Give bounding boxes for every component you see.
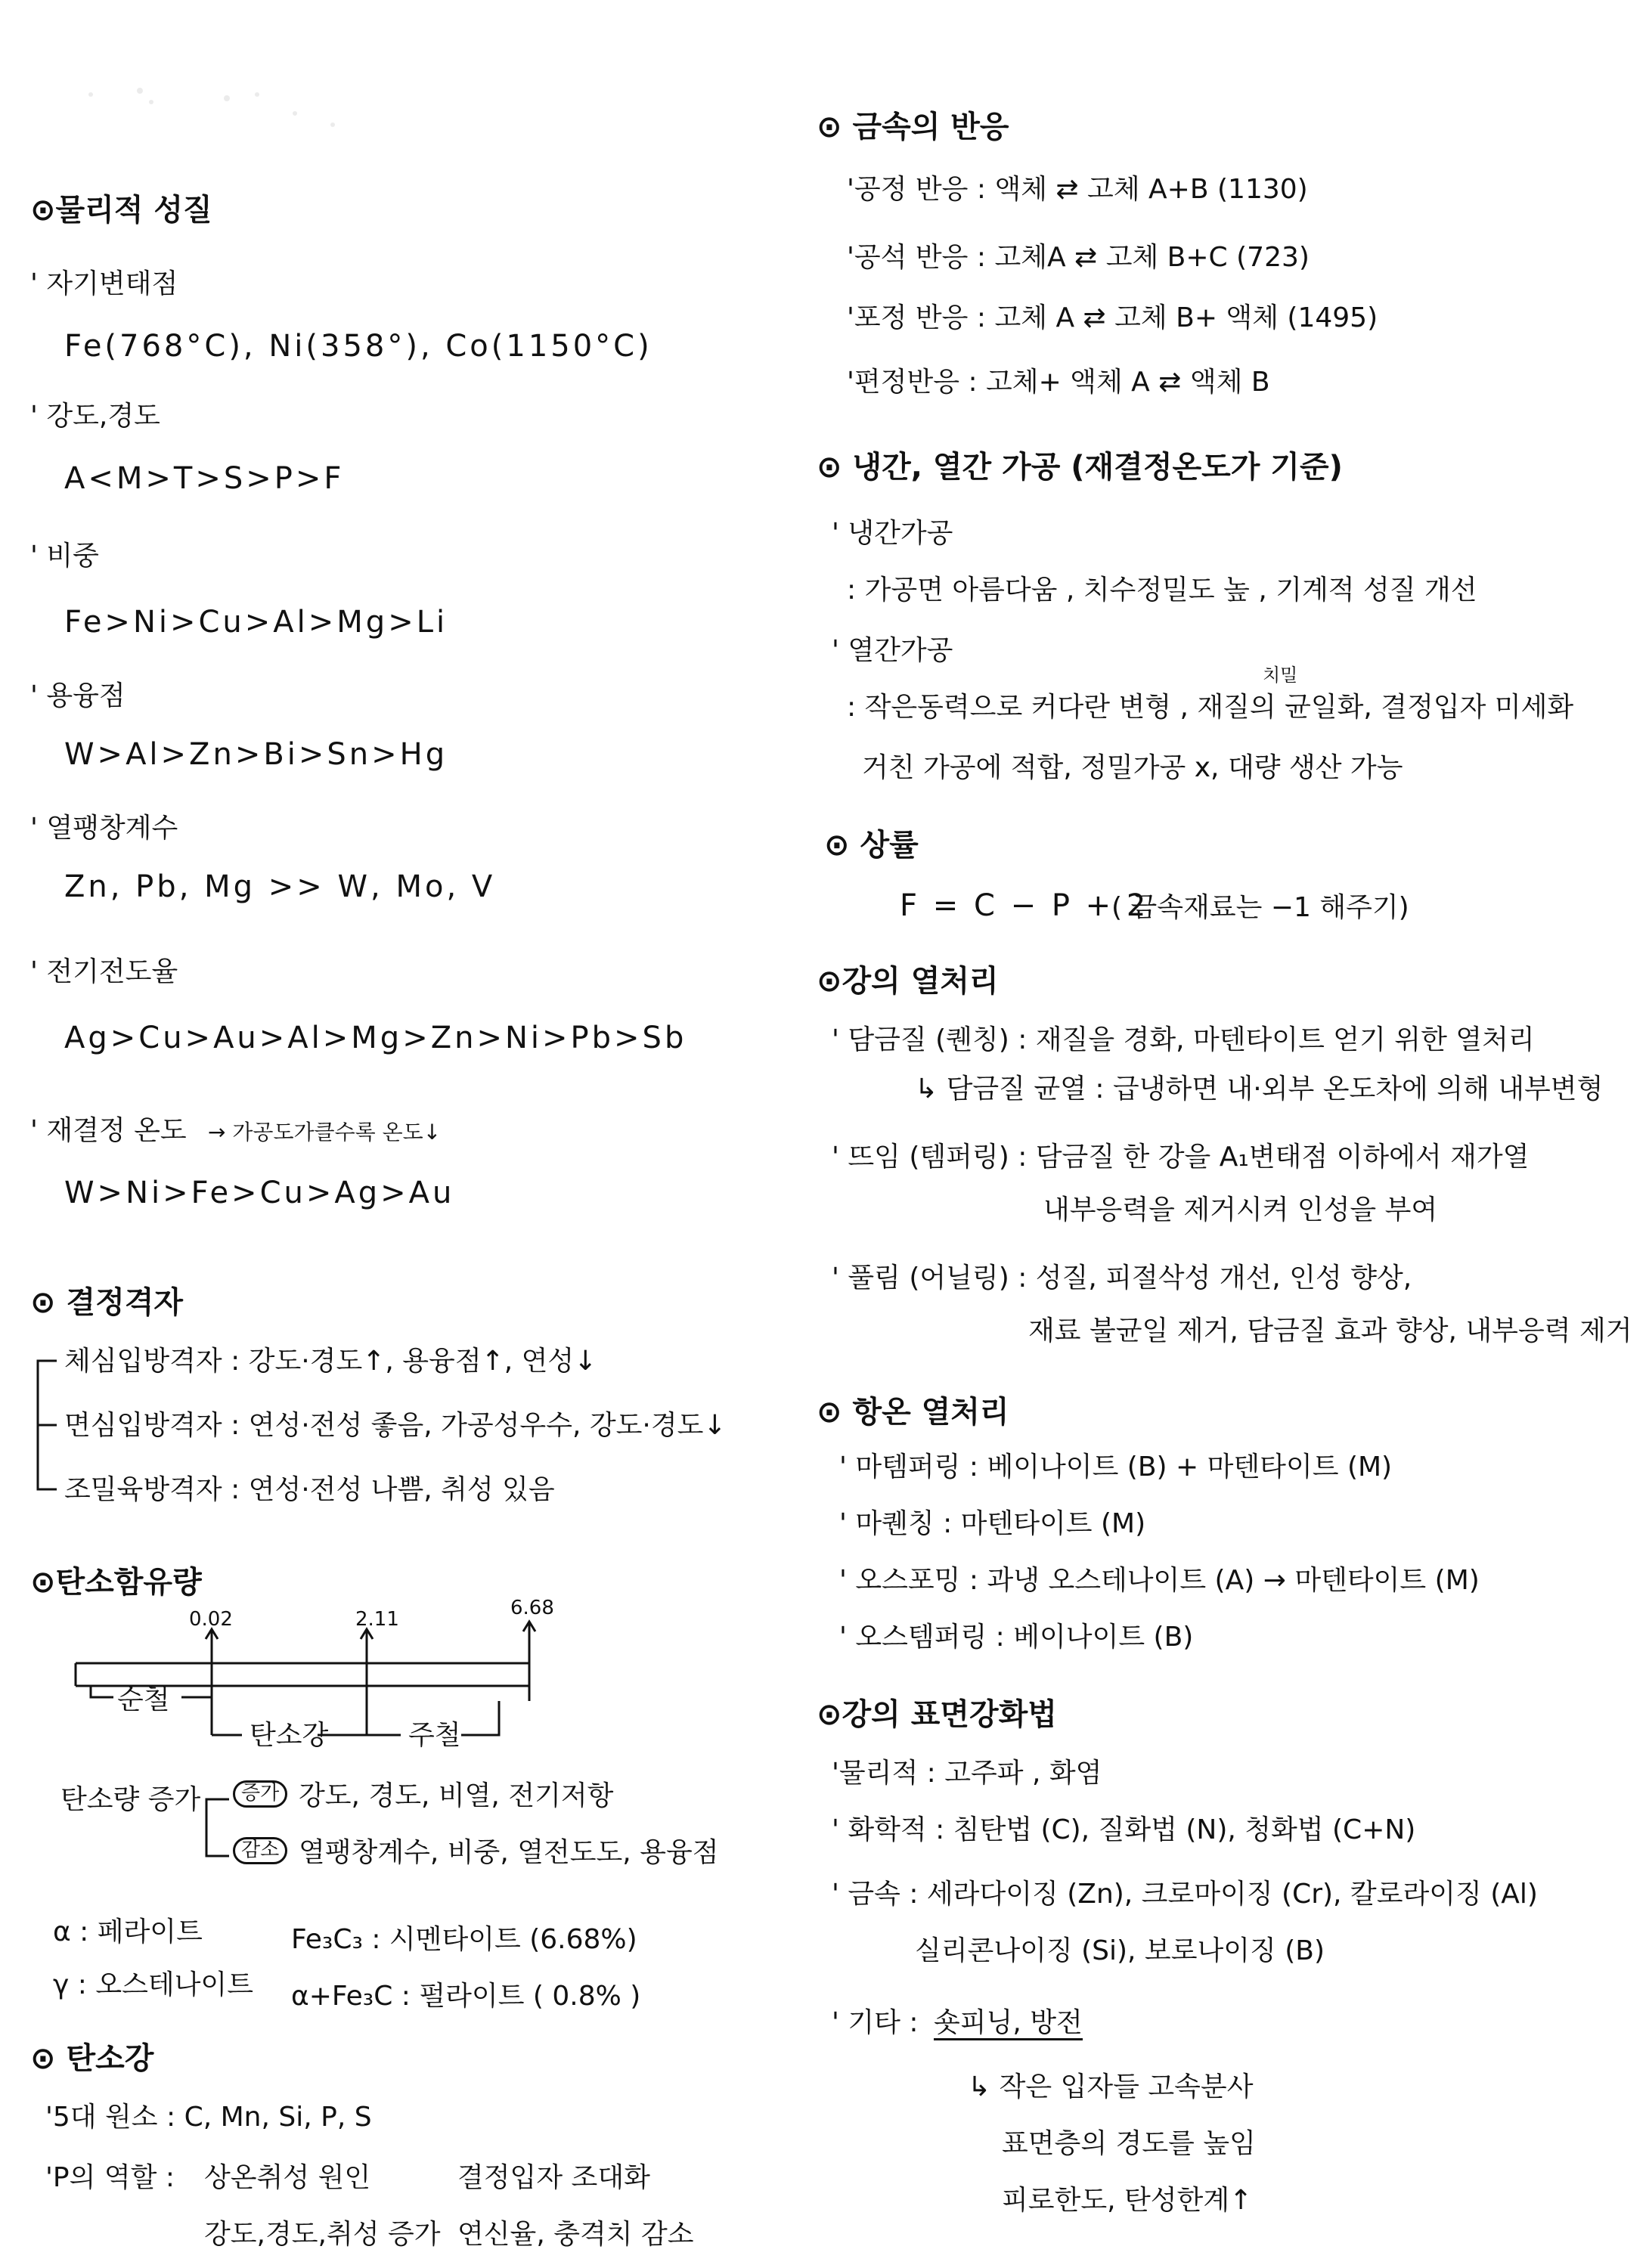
conductivity-label: ' 전기전도율: [30, 956, 178, 987]
shot-peening-1: ↳ 작은 입자들 고속분사: [968, 2071, 1254, 2102]
hot-working-label: ' 열간가공: [832, 635, 953, 666]
lattice-hcp: 조밀육방격자 : 연성·전성 나쁨, 취성 있음: [64, 1474, 555, 1505]
recryst-note: → 가공도가클수록 온도↓: [208, 1120, 442, 1145]
gamma-austenite: γ : 오스테나이트: [53, 1969, 253, 2000]
cold-working-label: ' 냉간가공: [832, 518, 953, 549]
quenching: ' 담금질 (퀜칭) : 재질을 경화, 마텐타이트 얻기 위한 열처리: [832, 1024, 1535, 1055]
tempering-1: ' 뜨임 (템퍼링) : 담금질 한 강을 A₁변태점 이하에서 재가열: [832, 1142, 1530, 1173]
peritectic-reaction: '포정 반응 : 고체 A ⇄ 고체 B+ 액체 (1495): [847, 302, 1378, 333]
melting-value: W>Al>Zn>Bi>Sn>Hg: [64, 737, 448, 772]
increase-bracket: [203, 1796, 233, 1864]
melting-label: ' 용융점: [30, 680, 126, 711]
hot-working-text-1: : 작은동력으로 커다란 변형 , 재질의 균일화, 결정입자 미세화: [847, 692, 1574, 723]
eutectoid-reaction: '공석 반응 : 고체A ⇄ 고체 B+C (723): [847, 242, 1310, 273]
phase-rule-formula: F = C − P + 2: [900, 888, 1149, 923]
magnetic-value: Fe(768°C), Ni(358°), Co(1150°C): [64, 329, 652, 364]
tempering-2: 내부응력을 제거시켜 인성을 부여: [1043, 1194, 1438, 1225]
surface-other-label: ' 기타 :: [832, 2007, 919, 2038]
martempering: ' 마템퍼링 : 베이나이트 (B) + 마텐타이트 (M): [839, 1452, 1393, 1483]
density-value: Fe>Ni>Cu>Al>Mg>Li: [64, 605, 448, 640]
five-elements: '5대 원소 : C, Mn, Si, P, S: [45, 2102, 372, 2133]
carbon-v1: 0.02: [189, 1608, 233, 1631]
carbon-increase-label: 탄소량 증가: [60, 1784, 201, 1815]
hot-working-small: 치밀: [1263, 665, 1298, 686]
carbon-steel-range: 탄소강: [250, 1720, 329, 1751]
p-role-3: 강도,경도,취성 증가: [204, 2219, 441, 2250]
lattice-fcc: 면심입방격자 : 연성·전성 좋음, 가공성우수, 강도·경도↓: [64, 1410, 727, 1441]
marquenching: ' 마퀜칭 : 마텐타이트 (M): [839, 1508, 1146, 1539]
conductivity-value: Ag>Cu>Au>Al>Mg>Zn>Ni>Pb>Sb: [64, 1021, 687, 1055]
recryst-value: W>Ni>Fe>Cu>Ag>Au: [64, 1176, 455, 1210]
hardness-label: ' 강도,경도: [30, 401, 160, 432]
increase-text: 강도, 경도, 비열, 전기저항: [299, 1780, 614, 1811]
p-role-1: 상온취성 원인: [204, 2162, 371, 2193]
surface-chemical: ' 화학적 : 침탄법 (C), 질화법 (N), 청화법 (C+N): [832, 1814, 1416, 1845]
austempering: ' 오스템퍼링 : 베이나이트 (B): [839, 1622, 1194, 1653]
surface-metal-1: ' 금속 : 세라다이징 (Zn), 크로마이징 (Cr), 칼로라이징 (Al): [832, 1879, 1538, 1910]
hot-working-text-2: 거친 가공에 적합, 정밀가공 x, 대량 생산 가능: [862, 752, 1403, 783]
alpha-ferrite: α : 페라이트: [53, 1916, 203, 1947]
monotectic-reaction: '편정반응 : 고체+ 액체 A ⇄ 액체 B: [847, 367, 1270, 398]
surface-title: ⊙강의 표면강화법: [817, 1697, 1057, 1732]
cold-working-text: : 가공면 아름다움 , 치수정밀도 높 , 기계적 성질 개선: [847, 575, 1477, 606]
phase-rule-title: ⊙ 상률: [824, 828, 919, 863]
pearlite: α+Fe₃C : 펄라이트 ( 0.8% ): [291, 1981, 641, 2012]
recryst-label: ' 재결정 온도: [30, 1115, 187, 1146]
density-label: ' 비중: [30, 541, 99, 572]
hardness-value: A<M>T>S>P>F: [64, 461, 345, 496]
annealing-2: 재료 불균일 제거, 담금질 효과 향상, 내부응력 제거: [1028, 1315, 1632, 1346]
scan-smudge: [68, 72, 386, 140]
carbon-v2: 2.11: [355, 1608, 399, 1631]
carbon-steel-title: ⊙ 탄소강: [30, 2041, 154, 2076]
surface-other-text: 숏피닝, 방전: [934, 2007, 1083, 2040]
ausforming: ' 오스포밍 : 과냉 오스테나이트 (A) → 마텐타이트 (M): [839, 1565, 1480, 1596]
lattice-title: ⊙ 결정격자: [30, 1285, 184, 1320]
p-role-label: 'P의 역할 :: [45, 2162, 175, 2193]
surface-metal-2: 실리콘나이징 (Si), 보로나이징 (B): [915, 1935, 1325, 1966]
decrease-text: 열팽창계수, 비중, 열전도도, 용융점: [299, 1837, 719, 1868]
p-role-4: 연신율, 충격치 감소: [457, 2219, 694, 2250]
annealing-1: ' 풀림 (어닐링) : 성질, 피절삭성 개선, 인성 향상,: [832, 1263, 1412, 1294]
physical-title: ⊙물리적 성질: [30, 193, 212, 228]
phase-rule-note: ( 금속재료는 −1 해주기): [1111, 892, 1409, 923]
isothermal-title: ⊙ 항온 열처리: [817, 1395, 1009, 1430]
shot-peening-3: 피로한도, 탄성한계↑: [1002, 2185, 1253, 2216]
eutectic-reaction: '공정 반응 : 액체 ⇄ 고체 A+B (1130): [847, 174, 1308, 205]
carbon-title: ⊙탄소함유량: [30, 1565, 202, 1600]
decrease-tag: 감소: [233, 1837, 287, 1864]
smudge-svg: [68, 72, 386, 140]
expansion-label: ' 열팽창계수: [30, 813, 178, 844]
p-role-2: 결정입자 조대화: [457, 2162, 650, 2193]
working-title: ⊙ 냉간, 열간 가공 (재결정온도가 기준): [817, 450, 1343, 485]
cementite: Fe₃C₃ : 시멘타이트 (6.68%): [291, 1924, 637, 1955]
shot-peening-2: 표면층의 경도를 높임: [1002, 2128, 1256, 2159]
expansion-value: Zn, Pb, Mg >> W, Mo, V: [64, 869, 496, 904]
cast-iron: 주철: [408, 1720, 461, 1751]
lattice-bracket: [34, 1353, 64, 1504]
increase-tag: 증가: [233, 1780, 287, 1808]
surface-physical: '물리적 : 고주파 , 화염: [832, 1758, 1102, 1789]
quench-crack: ↳ 담금질 균열 : 급냉하면 내·외부 온도차에 의해 내부변형: [915, 1074, 1604, 1105]
heat-treatment-title: ⊙강의 열처리: [817, 964, 999, 999]
lattice-bcc: 체심입방격자 : 강도·경도↑, 용융점↑, 연성↓: [64, 1346, 597, 1377]
reaction-title: ⊙ 금속의 반응: [817, 110, 1009, 144]
pure-iron: 순철: [117, 1684, 170, 1715]
magnetic-label: ' 자기변태점: [30, 268, 178, 299]
carbon-v3: 6.68: [510, 1597, 554, 1619]
